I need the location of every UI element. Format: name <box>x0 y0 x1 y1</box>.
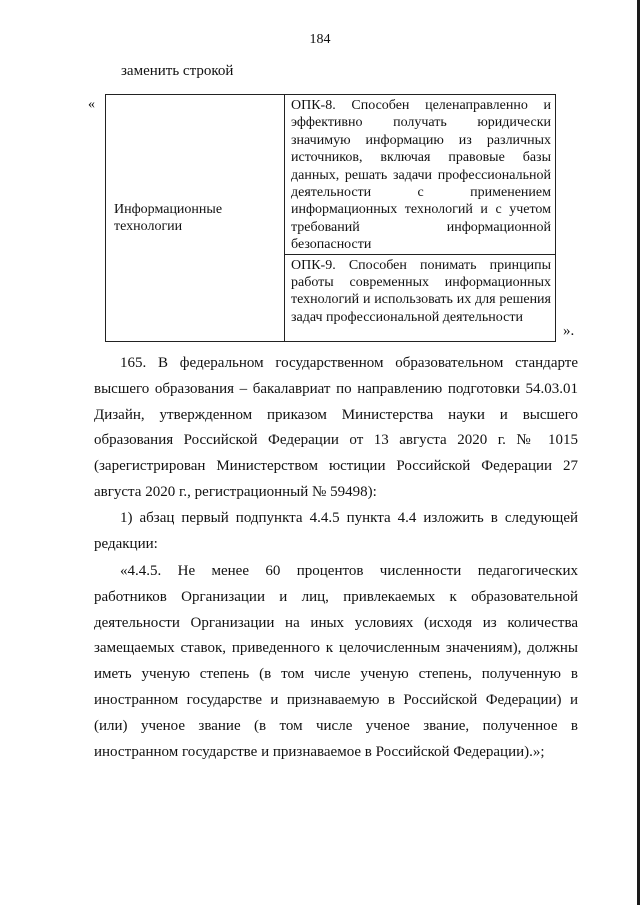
paragraph-165: 165. В федеральном государственном образовательном стандарте высшего образования – бакалавриат по направлению подготовки 54.03.01 Дизайн, утвержденном приказом Министерства науки и высшего образования Российской Федерации от 13 августа 2020 г. № 1015 (зарегистрирован Министерством юстиции Российской Федерации 27 августа 2020 г., регистрационный № 59498): <box>94 355 578 500</box>
table-row <box>106 95 556 255</box>
competency-opk9: ОПК-9. Способен понимать принципы работы современных информационных технологий и использовать их для решения задач профессиональной деятельности <box>285 254 556 341</box>
opening-quote: « <box>88 97 95 112</box>
field-cell: Информационные технологии <box>106 95 285 342</box>
competency-opk8: ОПК-8. Способен целенаправленно и эффективно получать юридически значимую информацию из различных источников, включая правовые базы данных, решать задачи профессиональной деятельности с применением информационных технологий и с учетом требований информационной безопасности <box>285 95 556 255</box>
paragraph-item-1: 1) абзац первый подпункта 4.4.5 пункта 4.4 изложить в следующей редакции: <box>94 510 578 552</box>
paragraph-4-4-5: «4.4.5. Не менее 60 процентов численности педагогических работников Организации и лиц, привлекаемых к образовательной деятельности Организации на иных условиях (исходя из количества замещаемых ставок, приведенного к целочисленным значениям), должны иметь ученую степень (в том числе ученую степень, полученную в иностранном государстве и признаваемую в Российской Федерации) и (или) ученое звание (в том числе ученое звание, полученное в иностранном государстве и признаваемое в Российской Федерации).»; <box>94 563 578 760</box>
intro-text: заменить строкой <box>121 63 234 79</box>
closing-quote: ». <box>563 323 575 339</box>
page-number: 184 <box>309 32 331 47</box>
competency-table <box>105 94 556 342</box>
